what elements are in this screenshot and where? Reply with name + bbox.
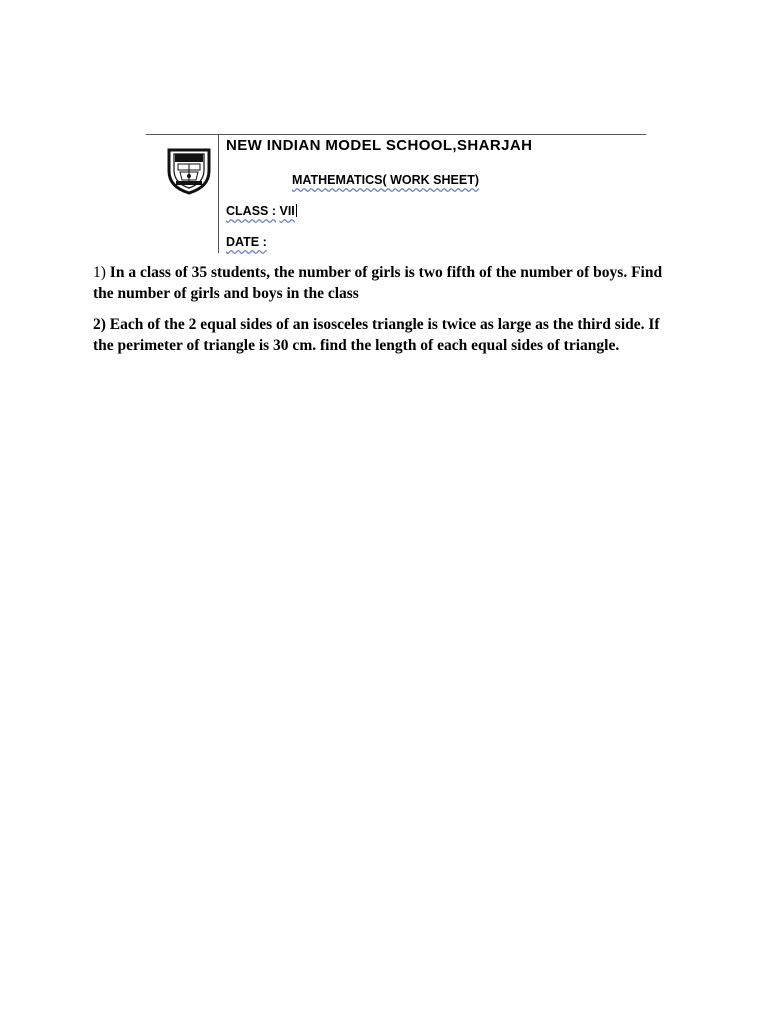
question-text: In a class of 35 students, the number of girls is two fifth of the number of boys. Find the number of girls and boys in the class xyxy=(93,264,663,302)
question-item xyxy=(93,314,678,356)
worksheet-subject: MATHEMATICS( WORK SHEET) xyxy=(292,173,480,187)
question-number: 1) xyxy=(93,264,106,281)
question-number: 2) xyxy=(93,316,106,333)
text-cursor xyxy=(296,204,297,217)
date-label: DATE : xyxy=(226,235,267,249)
question-text: Each of the 2 equal sides of an isosceles triangle is twice as large as the third side. If the perimeter of triangle is 30 cm. find the length of each equal sides of triangle. xyxy=(93,316,660,354)
question-list xyxy=(93,262,678,366)
logo-cell xyxy=(146,135,219,253)
class-row xyxy=(226,204,297,218)
school-name: NEW INDIAN MODEL SCHOOL,SHARJAH xyxy=(226,137,533,154)
question-item xyxy=(93,262,678,304)
class-label: CLASS : xyxy=(226,204,276,218)
class-value: VII xyxy=(279,204,295,218)
worksheet-header xyxy=(146,134,646,253)
school-crest-icon xyxy=(166,147,212,195)
